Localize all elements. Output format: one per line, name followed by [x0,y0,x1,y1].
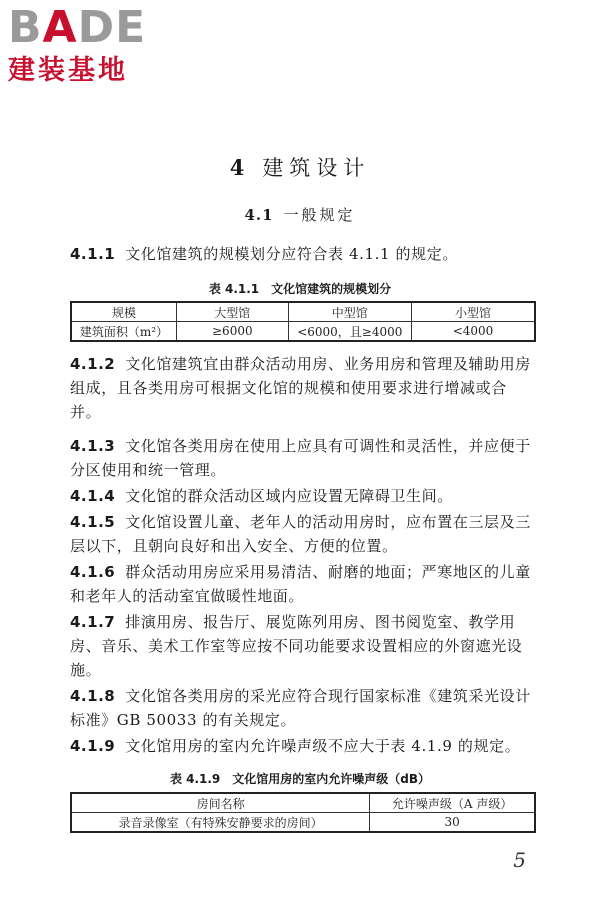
clause-4-1-4 [70,484,536,508]
chapter-title: 建筑设计 [262,156,371,180]
table-header-cell: 允许噪声级（A 声级） [370,793,535,813]
clause-4-1-9 [70,734,536,758]
clause-number: 4.1.4 [70,487,116,505]
logo-letter-d: D [77,2,116,53]
clause-text: 群众活动用房应采用易清洁、耐磨的地面；严寒地区的儿童和老年人的活动室宜做暖性地面。 [70,563,531,605]
table-header-cell: 大型馆 [177,302,289,322]
logo-letter-e: E [115,2,147,53]
clause-4-1-3 [70,434,536,482]
logo-chinese-text: 建装基地 [8,55,128,86]
clause-text: 文化馆建筑的规模划分应符合表 4.1.1 的规定。 [125,245,458,263]
clause-4-1-6 [70,560,536,608]
table-number: 表 4.1.1 [208,282,260,296]
table-row [71,322,535,342]
chapter-number: 4 [229,155,251,180]
clause-number: 4.1.1 [70,245,116,263]
chapter-heading [0,152,600,182]
logo-letter-b: B [8,2,43,53]
logo-wordmark [8,4,146,52]
table-header-cell: 规模 [71,302,177,322]
section-title: 一般规定 [283,206,356,224]
bade-logo [8,4,146,86]
table-cell: 录音录像室（有特殊安静要求的房间） [71,813,370,833]
table-cell: 30 [370,813,535,833]
clause-text: 文化馆各类用房的采光应符合现行国家标准《建筑采光设计标准》GB 50033 的有关规定。 [70,687,531,729]
clause-4-1-1 [70,242,536,266]
section-heading [0,204,600,225]
clause-4-1-7 [70,610,536,682]
clause-4-1-5 [70,510,536,558]
table-cell: <4000 [412,322,535,342]
logo-letter-a: A [42,2,78,53]
clause-number: 4.1.7 [70,613,116,631]
clause-text: 文化馆设置儿童、老年人的活动用房时，应布置在三层及三层以下，且朝向良好和出入安全、方便的位置。 [70,513,531,555]
section-number: 4.1 [244,206,274,224]
table-caption: 文化馆建筑的规模划分 [271,282,392,296]
clause-4-1-2 [70,352,536,424]
clause-number: 4.1.6 [70,563,116,581]
table-cell: 建筑面积（m²） [71,322,177,342]
table-header-cell: 房间名称 [71,793,370,813]
table-4-1-9-caption [0,770,600,787]
clause-text: 文化馆用房的室内允许噪声级不应大于表 4.1.9 的规定。 [125,737,521,755]
table-cell: ≥6000 [177,322,289,342]
table-number: 表 4.1.9 [169,772,221,786]
clause-number: 4.1.9 [70,737,116,755]
clause-number: 4.1.2 [70,355,116,373]
clause-4-1-8 [70,684,536,732]
table-caption: 文化馆用房的室内允许噪声级（dB） [232,772,431,786]
table-header-row [71,793,535,813]
table-row [71,813,535,833]
table-cell: <6000，且≥4000 [288,322,412,342]
clause-number: 4.1.5 [70,513,116,531]
clause-text: 文化馆建筑宜由群众活动用房、业务用房和管理及辅助用房组成，且各类用房可根据文化馆的规模和使用要求进行增减或合并。 [70,355,531,421]
clause-text: 文化馆各类用房在使用上应具有可调性和灵活性，并应便于分区使用和统一管理。 [70,437,531,479]
clause-number: 4.1.3 [70,437,116,455]
noise-table [70,792,536,833]
clause-text: 排演用房、报告厅、展览陈列用房、图书阅览室、教学用房、音乐、美术工作室等应按不同功能要求设置相应的外窗遮光设施。 [70,613,523,679]
clause-text: 文化馆的群众活动区域内应设置无障碍卫生间。 [125,487,453,505]
clause-number: 4.1.8 [70,687,116,705]
table-header-cell: 中型馆 [288,302,412,322]
table-header-cell: 小型馆 [412,302,535,322]
scale-table [70,301,536,342]
page-number: 5 [513,848,526,872]
table-header-row [71,302,535,322]
table-4-1-1-caption [0,280,600,297]
